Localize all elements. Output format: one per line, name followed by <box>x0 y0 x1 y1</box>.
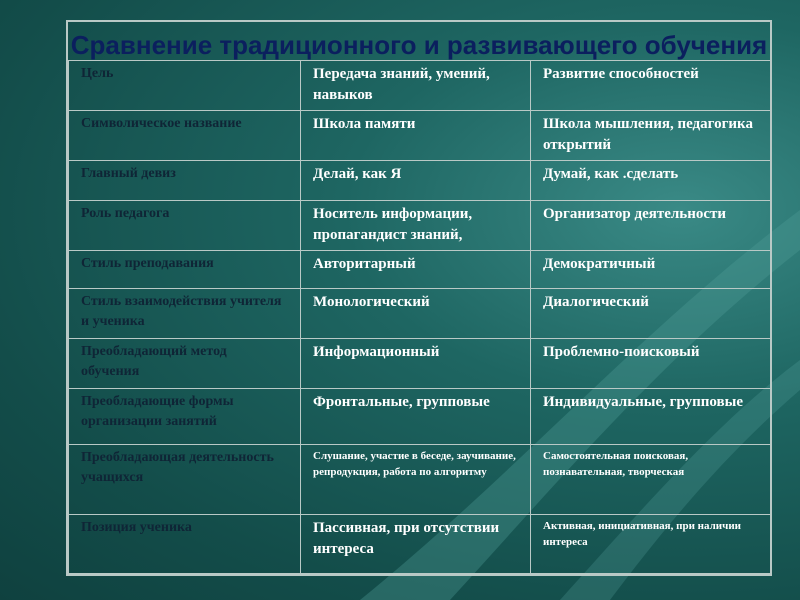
criterion-cell: Стиль взаимодействия учителя и ученика <box>69 289 301 339</box>
slide-title: Сравнение традиционного и развивающего обучения <box>70 30 768 60</box>
criterion-cell: Стиль преподавания <box>69 251 301 289</box>
traditional-cell: Делай, как Я <box>301 161 531 201</box>
table-row <box>69 61 771 111</box>
table-row <box>69 515 771 574</box>
traditional-cell: Монологический <box>301 289 531 339</box>
developmental-cell: Развитие способностей <box>531 61 771 111</box>
traditional-cell: Авторитарный <box>301 251 531 289</box>
developmental-cell: Самостоятельная поисковая, познавательная, творческая <box>531 445 771 515</box>
table-row <box>69 111 771 161</box>
table-row <box>69 389 771 445</box>
developmental-cell: Индивидуальные, групповые <box>531 389 771 445</box>
developmental-cell: Школа мышления, педагогика открытий <box>531 111 771 161</box>
traditional-cell: Передача знаний, умений, навыков <box>301 61 531 111</box>
criterion-cell: Позиция ученика <box>69 515 301 574</box>
table-row <box>69 201 771 251</box>
table-row <box>69 339 771 389</box>
table-row <box>69 251 771 289</box>
criterion-cell: Символическое название <box>69 111 301 161</box>
traditional-cell: Пассивная, при отсутствии интереса <box>301 515 531 574</box>
criterion-cell: Цель <box>69 61 301 111</box>
criterion-cell: Главный девиз <box>69 161 301 201</box>
developmental-cell: Диалогический <box>531 289 771 339</box>
criterion-cell: Преобладающий метод обучения <box>69 339 301 389</box>
table-row <box>69 289 771 339</box>
traditional-cell: Носитель информации, пропагандист знаний, <box>301 201 531 251</box>
traditional-cell: Фронтальные, групповые <box>301 389 531 445</box>
criterion-cell: Преобладающие формы организации занятий <box>69 389 301 445</box>
traditional-cell: Школа памяти <box>301 111 531 161</box>
table-row <box>69 445 771 515</box>
criterion-cell: Роль педагога <box>69 201 301 251</box>
developmental-cell: Демократичный <box>531 251 771 289</box>
comparison-table <box>68 60 771 574</box>
developmental-cell: Организатор деятельности <box>531 201 771 251</box>
developmental-cell: Активная, инициативная, при наличии интереса <box>531 515 771 574</box>
developmental-cell: Проблемно-поисковый <box>531 339 771 389</box>
developmental-cell: Думай, как .сделать <box>531 161 771 201</box>
traditional-cell: Слушание, участие в беседе, заучивание, репродукция, работа по алгоритму <box>301 445 531 515</box>
criterion-cell: Преобладающая деятельность учащихся <box>69 445 301 515</box>
traditional-cell: Информационный <box>301 339 531 389</box>
table-row <box>69 161 771 201</box>
comparison-slide <box>66 20 772 576</box>
